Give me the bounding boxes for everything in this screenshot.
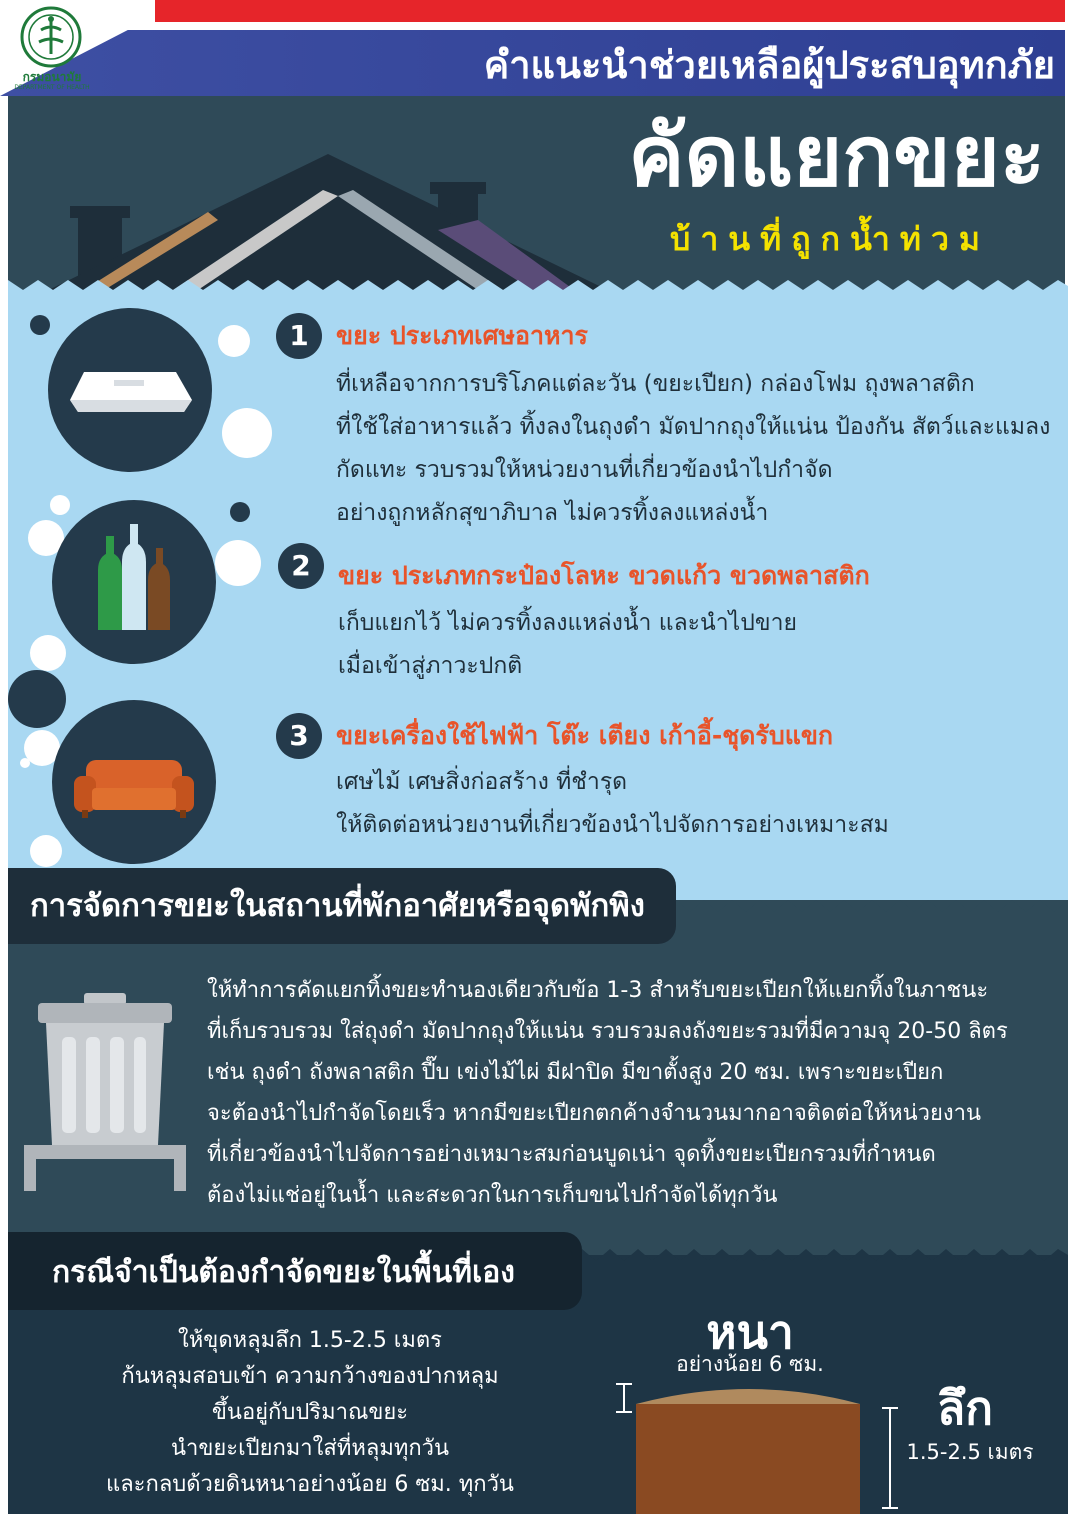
water-wave-top (8, 270, 1068, 300)
bubble (20, 758, 30, 768)
shelter-management-line: ที่เกี่ยวข้องนำไปจัดการอย่างเหมาะสมก่อนบูดเน่า จุดทิ้งขยะเปียกรวมที่กำหนด (207, 1142, 936, 1167)
item-2-title: ขยะ ประเภทกระป๋องโลหะ ขวดแก้ว ขวดพลาสติก (338, 561, 870, 590)
item-2-number: 2 (278, 543, 324, 589)
depth-label: ลึก (936, 1381, 994, 1435)
disposal-line: ให้ขุดหลุมลึก 1.5-2.5 เมตร (178, 1328, 442, 1353)
item-3-number: 3 (276, 713, 322, 759)
item-1-title: ขยะ ประเภทเศษอาหาร (336, 321, 588, 350)
item-3-icon-circle (52, 700, 216, 864)
thickness-value: อย่างน้อย 6 ซม. (676, 1352, 824, 1376)
disposal-line: ก้นหลุมสอบเข้า ความกว้างของปากหลุม (121, 1364, 499, 1389)
item-3-line: ให้ติดต่อหน่วยงานที่เกี่ยวข้องนำไปจัดการอย่างเหมาะสม (336, 812, 889, 838)
item-1-icon-circle (48, 308, 212, 472)
trash-bin-icon (20, 985, 190, 1195)
item-2-line: เก็บแยกไว้ ไม่ควรทิ้งลงแหล่งน้ำ และนำไปขาย (338, 610, 797, 636)
header-red-stripe (155, 0, 1065, 22)
header-banner-title: คำแนะนำช่วยเหลือผู้ประสบอุทกภัย (483, 43, 1055, 87)
bubble-dark (230, 502, 250, 522)
sub-title: บ้านที่ถูกน้ำท่วม (670, 220, 990, 258)
bubble-dark (30, 315, 50, 335)
shelter-management-line: ต้องไม่แช่อยู่ในน้ำ และสะดวกในการเก็บขนไปกำจัดได้ทุกวัน (207, 1183, 778, 1208)
sofa-icon (52, 700, 216, 864)
item-1-line: ที่เหลือจากการบริโภคแต่ละวัน (ขยะเปียก) กล่องโฟม ถุงพลาสติก (336, 371, 975, 397)
department-logo (6, 6, 96, 92)
section-wave (676, 896, 1068, 916)
bubble (215, 540, 261, 586)
main-title: คัดแยกขยะ (628, 107, 1045, 205)
bubble (218, 325, 250, 357)
disposal-line: ขึ้นอยู่กับปริมาณขยะ (211, 1400, 409, 1425)
depth-value: 1.5-2.5 เมตร (906, 1440, 1034, 1464)
bubble (222, 408, 272, 458)
section-wave (582, 1245, 1068, 1265)
item-3-line: เศษไม้ เศษสิ่งก่อสร้าง ที่ชำรุด (336, 769, 628, 795)
item-2-line: เมื่อเข้าสู่ภาวะปกติ (338, 653, 523, 679)
thickness-label: หนา (706, 1305, 794, 1359)
item-2-icon-circle (52, 500, 216, 664)
item-3-title: ขยะเครื่องใช้ไฟฟ้า โต๊ะ เตียง เก้าอี้-ชุดรับแขก (336, 721, 834, 750)
item-1-number: 1 (276, 313, 322, 359)
pit-diagram (610, 1378, 910, 1514)
shelter-management-line: เช่น ถุงดำ ถังพลาสติก ปี๊บ เข่งไม้ไผ่ มีฝาปิด มีขาตั้งสูง 20 ซม. เพราะขยะเปียก (207, 1060, 944, 1085)
logo-org-name: กรมอนามัย (22, 70, 82, 84)
disposal-line: และกลบด้วยดินหนาอย่างน้อย 6 ซม. ทุกวัน (106, 1472, 514, 1497)
shelter-management-line: จะต้องนำไปกำจัดโดยเร็ว หากมีขยะเปียกตกค้างจำนวนมากอาจติดต่อให้หน่วยงาน (207, 1101, 981, 1126)
department-seal-icon (6, 6, 96, 68)
logo-org-name-en: DEPARTMENT OF HEALTH (14, 84, 90, 91)
bottles-icon (52, 500, 216, 664)
on-site-disposal-heading: กรณีจำเป็นต้องกำจัดขยะในพื้นที่เอง (52, 1255, 515, 1290)
shelter-management-line: ที่เก็บรวบรวม ใส่ถุงดำ มัดปากถุงให้แน่น รวบรวมลงถังขยะรวมที่มีความจุ 20-50 ลิตร (207, 1019, 1008, 1044)
item-1-line: อย่างถูกหลักสุขาภิบาล ไม่ควรทิ้งลงแหล่งน้ำ (336, 500, 769, 526)
shelter-management-line: ให้ทำการคัดแยกทิ้งขยะทำนองเดียวกับข้อ 1-3 สำหรับขยะเปียกให้แยกทิ้งในภาชนะ (207, 978, 989, 1003)
foam-box-icon (48, 308, 212, 472)
shelter-management-heading: การจัดการขยะในสถานที่พักอาศัยหรือจุดพักพิง (30, 888, 645, 924)
item-1-line: กัดแทะ รวบรวมให้หน่วยงานที่เกี่ยวข้องนำไปกำจัด (336, 457, 833, 483)
item-1-line: ที่ใช้ใส่อาหารแล้ว ทิ้งลงในถุงดำ มัดปากถุงให้แน่น ป้องกัน สัตว์และแมลง (336, 414, 1051, 440)
disposal-line: นำขยะเปียกมาใส่ที่หลุมทุกวัน (170, 1436, 450, 1461)
